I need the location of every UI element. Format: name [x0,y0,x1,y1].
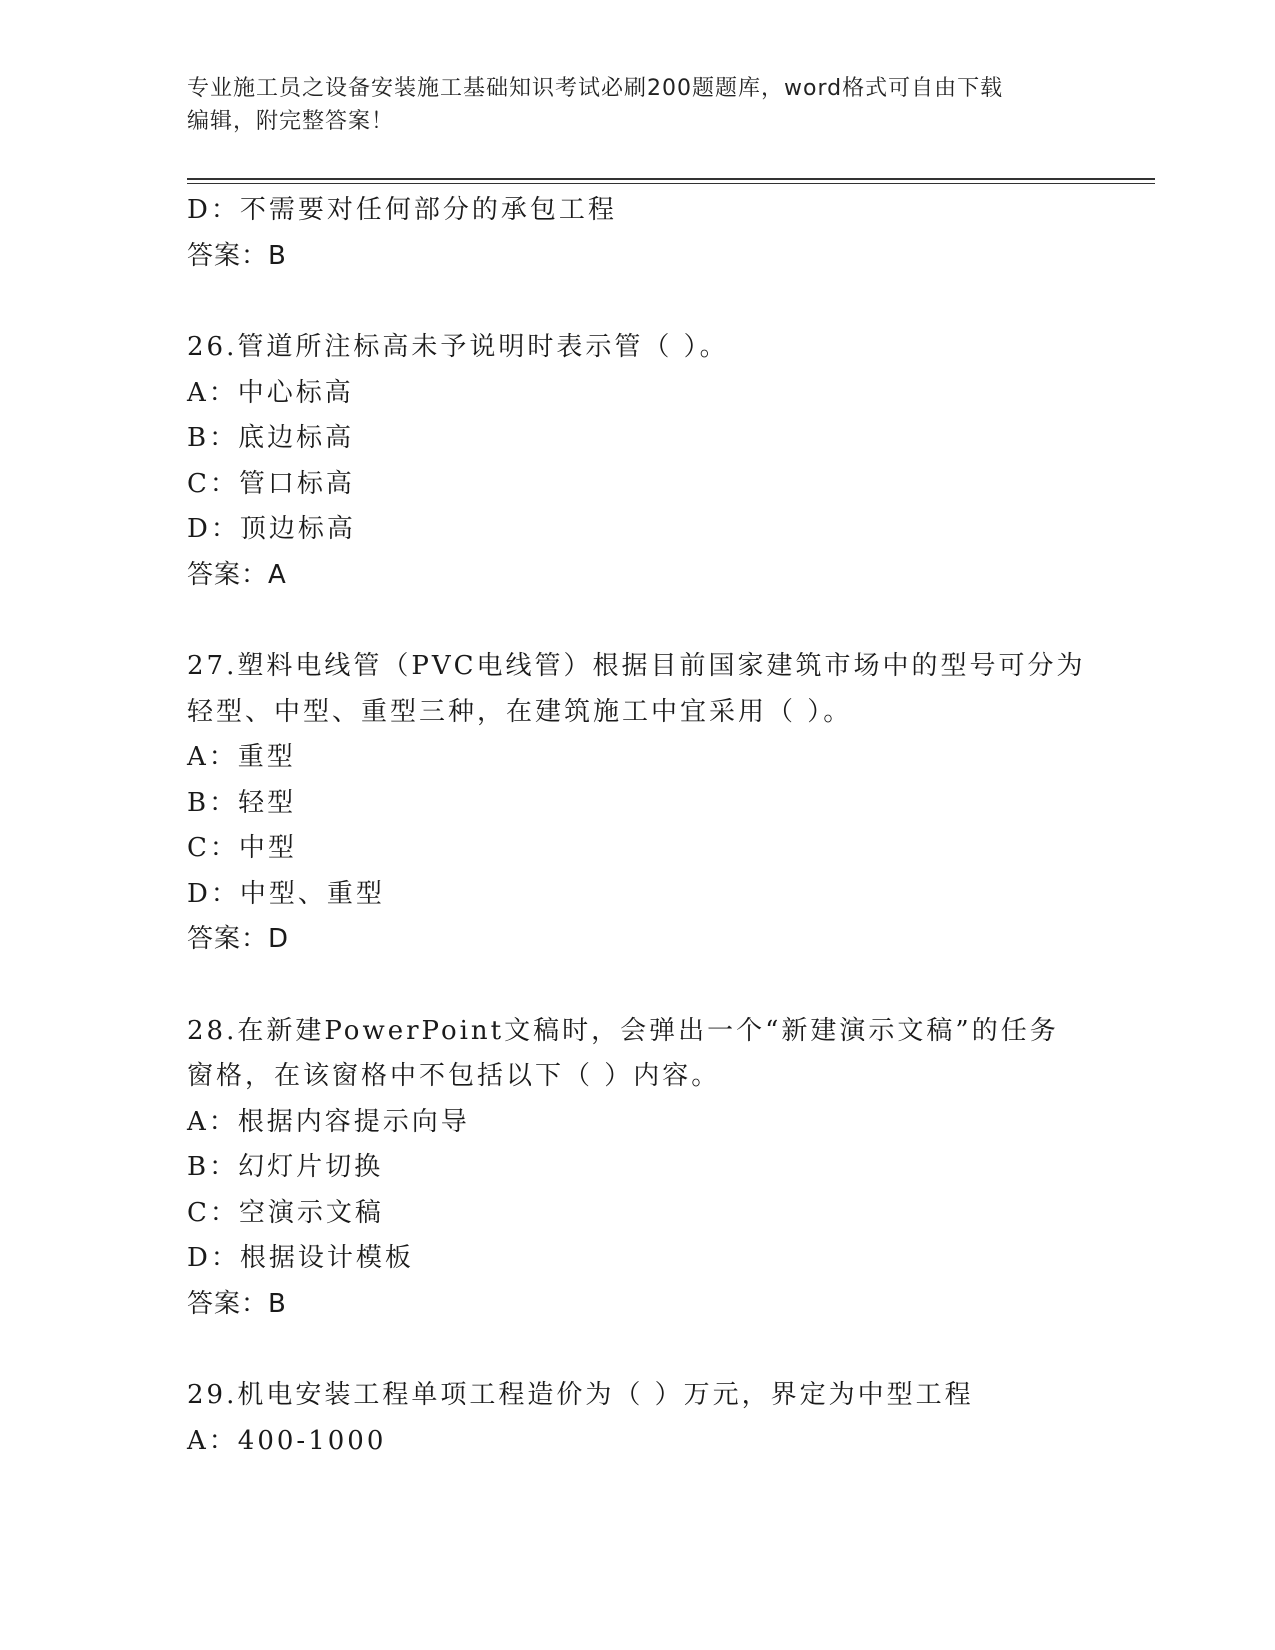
answer: 答案：D [187,924,290,954]
header-rule-thin [187,183,1155,184]
question-stem-line-1: 28.在新建PowerPoint文稿时，会弹出一个“新建演示文稿”的任务 [187,1015,1059,1046]
option-d: D：不需要对任何部分的承包工程 [187,195,617,225]
option-b: B：底边标高 [187,423,355,453]
question-29 [187,1373,1067,1464]
answer: 答案：B [187,1288,287,1319]
question-stem: 26.管道所注标高未予说明时表示管（ ）。 [187,332,729,362]
option-a: A：根据内容提示向导 [187,1106,470,1137]
answer: 答案：A [187,559,287,590]
header-line-1: 专业施工员之设备安装施工基础知识考试必刷200题题库，word格式可自由下载 [187,76,1004,101]
question-stem: 29.机电安装工程单项工程造价为（ ）万元，界定为中型工程 [187,1380,974,1410]
option-a: A：中心标高 [187,377,354,408]
option-a: A：重型 [187,742,296,772]
option-d: D：中型、重型 [187,878,385,909]
question-stem-line-1: 27.塑料电线管（PVC电线管）根据目前国家建筑市场中的型号可分为 [187,651,1086,681]
question-28 [187,1009,1067,1328]
question-stem-line-2: 窗格，在该窗格中不包括以下（ ）内容。 [187,1061,721,1091]
answer: 答案：B [187,240,287,271]
question-26 [187,325,1067,598]
question-list [187,188,1086,1464]
header-line-2: 编辑，附完整答案！ [187,109,395,134]
page-header [187,72,1087,138]
option-c: C：管口标高 [187,468,355,499]
header-rule [187,178,1155,180]
option-b: B：轻型 [187,787,297,818]
option-d: D：根据设计模板 [187,1243,414,1273]
question-27 [187,644,1086,963]
question-25-tail [187,188,1067,279]
question-stem-line-2: 轻型、中型、重型三种，在建筑施工中宜采用（ ）。 [187,696,853,727]
option-b: B：幻灯片切换 [187,1152,384,1182]
option-a: A：400-1000 [187,1425,387,1456]
option-c: C：中型 [187,833,297,863]
option-d: D：顶边标高 [187,514,356,544]
option-c: C：空演示文稿 [187,1197,384,1228]
